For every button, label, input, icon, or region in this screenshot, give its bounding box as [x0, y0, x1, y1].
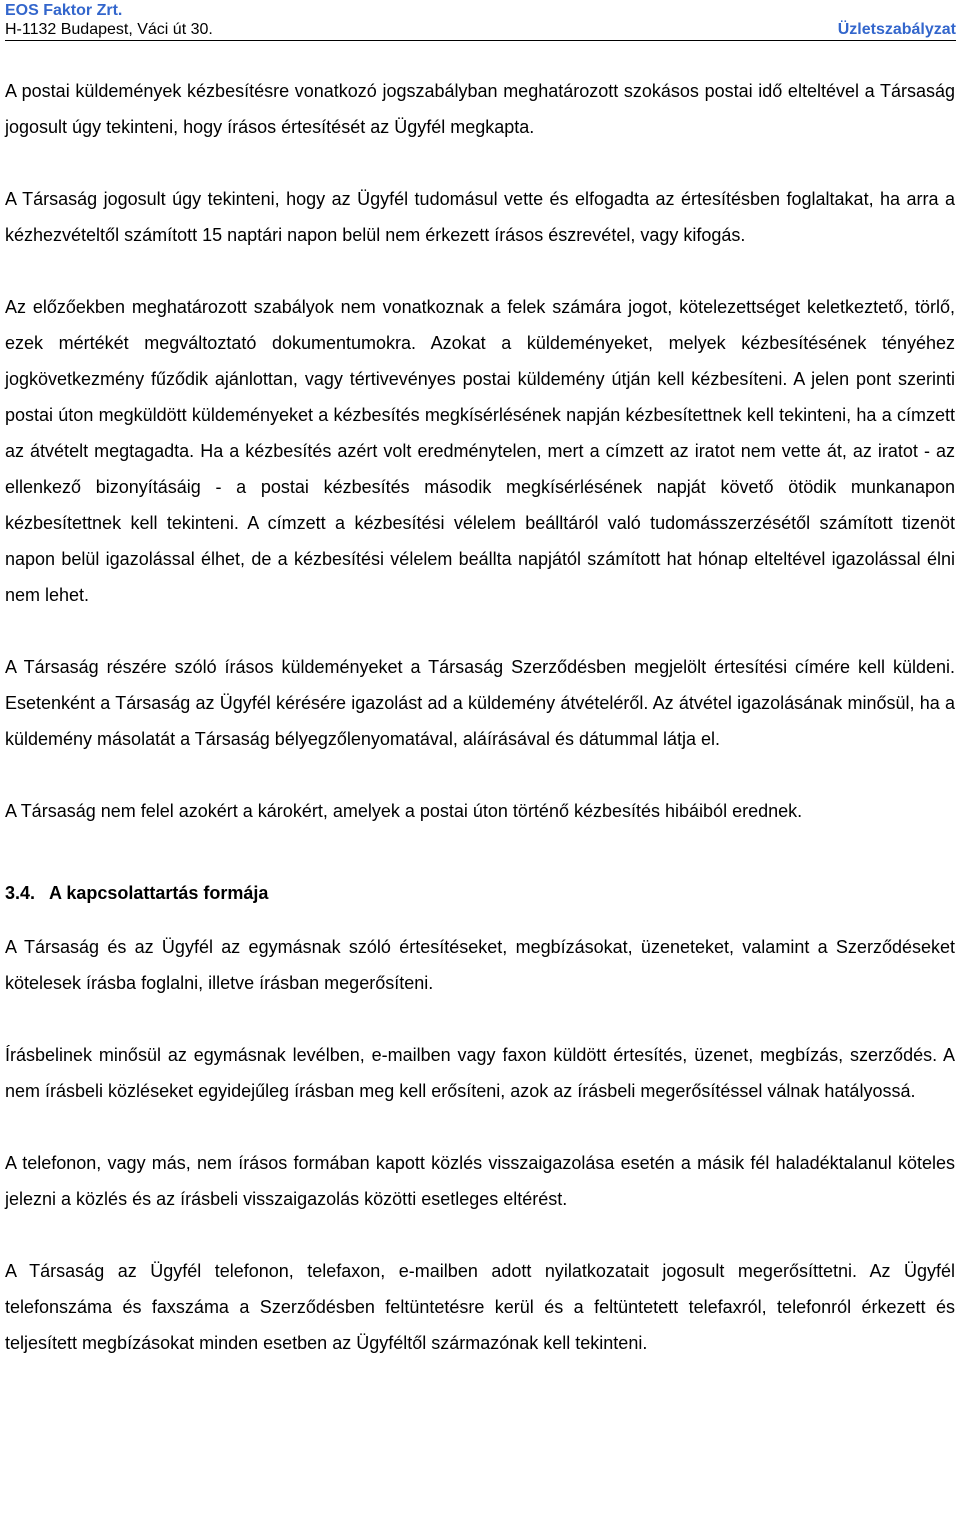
company-address: H-1132 Budapest, Váci út 30.	[5, 21, 213, 38]
document-body	[5, 73, 955, 1397]
page-header	[5, 0, 956, 41]
paragraph: Az előzőekben meghatározott szabályok nem vonatkoznak a felek számára jogot, kötelezettséget keletkeztető, törlő, ezek mértékét megváltoztató dokumentumokra. Azokat a küldeményeket, melyek kézbesítésének tényéhez jogkövetkezmény fűződik ajánlottan, vagy tértivevényes postai küldemény útján kell kézbesíteni. A jelen pont szerinti postai úton megküldött küldeményeket a kézbesítés megkísérlésének napján kézbesítettnek kell tekinteni, ha a címzett az átvételt megtagadta. Ha a kézbesítés azért volt eredménytelen, mert a címzett az iratot nem vette át, az iratot - az ellenkező bizonyításáig - a postai kézbesítés második megkísérlésének napját követő ötödik munkanapon kézbesítettnek kell tekinteni. A címzett a kézbesítési vélelem beálltáról való tudomásszerzésétől számított tizenöt napon belül igazolással élhet, de a kézbesítési vélelem beállta napjától számított hat hónap elteltével igazolással élni nem lehet.	[5, 297, 955, 605]
paragraph: A Társaság nem felel azokért a károkért, amelyek a postai úton történő kézbesítés hibáiból erednek.	[5, 801, 803, 821]
document-title: Üzletszabályzat	[837, 21, 956, 38]
section-heading	[5, 875, 955, 911]
paragraph: A Társaság az Ügyfél telefonon, telefaxon, e-mailben adott nyilatkozatait jogosult megerősíttetni. Az Ügyfél telefonszáma és faxszáma a Szerződésben feltüntetésre kerül és a feltüntetett telefaxról, telefonról érkezett és teljesített megbízásokat minden esetben az Ügyféltől származónak kell tekinteni.	[5, 1261, 955, 1353]
paragraph: A Társaság jogosult úgy tekinteni, hogy az Ügyfél tudomásul vette és elfogadta az értesítésben foglaltakat, ha arra a kézhezvételtől számított 15 naptári napon belül nem érkezett írásos észrevétel, vagy kifogás.	[5, 189, 955, 245]
section-title: A kapcsolattartás formája	[49, 883, 269, 903]
paragraph: Írásbelinek minősül az egymásnak levélben, e-mailben vagy faxon küldött értesítés, üzenet, megbízás, szerződés. A nem írásbeli közléseket egyidejűleg írásban meg kell erősíteni, azok az írásbeli megerősítéssel válnak hatályossá.	[5, 1045, 955, 1101]
paragraph: A telefonon, vagy más, nem írásos formában kapott közlés visszaigazolása esetén a másik fél haladéktalanul köteles jelezni a közlés és az írásbeli visszaigazolás közötti esetleges eltérést.	[5, 1153, 955, 1209]
paragraph: A Társaság és az Ügyfél az egymásnak szóló értesítéseket, megbízásokat, üzeneteket, valamint a Szerződéseket kötelesek írásba foglalni, illetve írásban megerősíteni.	[5, 937, 955, 993]
section-number: 3.4.	[5, 883, 36, 903]
company-name: EOS Faktor Zrt.	[5, 2, 123, 19]
paragraph: A Társaság részére szóló írásos küldeményeket a Társaság Szerződésben megjelölt értesítési címére kell küldeni. Esetenként a Társaság az Ügyfél kérésére igazolást ad a küldemény átvételéről. Az átvétel igazolásának minősül, ha a küldemény másolatát a Társaság bélyegzőlenyomatával, aláírásával és dátummal látja el.	[5, 657, 955, 749]
paragraph: A postai küldemények kézbesítésre vonatkozó jogszabályban meghatározott szokásos postai idő elteltével a Társaság jogosult úgy tekinteni, hogy írásos értesítését az Ügyfél megkapta.	[5, 81, 955, 137]
